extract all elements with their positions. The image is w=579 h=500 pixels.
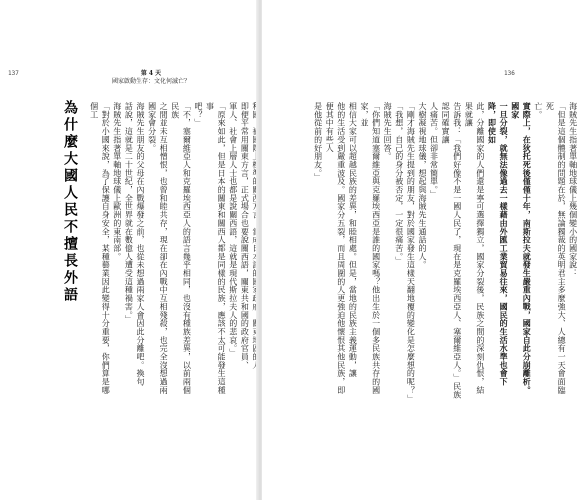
text-line: 人痛苦。但卻非常簡單。」 (429, 102, 439, 199)
chapter-title: 國家啟動生存：文化何滅亡？ (111, 78, 190, 85)
text-line: 「你們知道塞爾維亞與克羅埃西亞是誰的國家嗎？他出生於一個多民族共存的國家，並 (359, 102, 381, 395)
text-line: 「剛才海賊先生提到的朋友，對於國家發生這樣天翻地覆的變化是怎麼想的呢？」 (406, 102, 416, 403)
text-line: 話說，這就是二十世紀，全世界就在數億人遭受這種禍害。」 (124, 102, 134, 324)
chapter-label: 第 4 天 (140, 70, 162, 77)
text-line: 「但是這個體制的問題在於，無論獨裁的英明君主多麼強大、人總有一天會面臨死 (545, 102, 567, 395)
text-line: 軍人、社會上層人士也都是說關西語，這就是現代斯拉夫人的悲哀。」 (228, 102, 238, 357)
text-line: 大樹凝視地球儀，想起與海賊先生通話的人。 (417, 102, 427, 269)
text-line: 「對於小國來說，為了保護自身安全，某種藝業因此變得十分重要，你們算是哪個工 (89, 102, 111, 395)
text-line: 「我想，自己的身分被否定，一定很痛苦。」 (394, 102, 404, 265)
text-line: 之間並未互相憎恨，也曾和睦共存，現在卻在內戰中互相殘殺，也完全沒想過兩國家會分裂。 (147, 102, 169, 395)
right-page (262, 0, 578, 500)
left-page (0, 0, 258, 500)
text-line: 是他從前的好朋友。」 (313, 102, 323, 182)
text-line: 告訴我：「我們好像不是一國人民了，現在是克羅埃西亞人、塞爾維亞人。」民族認同確實讓 (441, 102, 462, 399)
section-heading: 為什麼大國人民不擅長外語 (62, 100, 78, 304)
text-line: 即便平常用關東方言，正式場合也要說關西語，關東共和國的政府官員、 (240, 102, 250, 370)
body-text (312, 102, 579, 402)
text-line: 海賊先生朋友的父母在內戰爆發之前，也從未想過兩家人會因此分離吧。換句 (135, 102, 145, 386)
text-line: 亡。 (533, 102, 543, 119)
text-line: 海賊先生指著單軸地球儀上歐洲的東南部。 (112, 102, 122, 261)
text-line: 海賊先生指著單軸地球儀上幾個變小的國家說： (568, 102, 578, 278)
text-line: 此，分離國家的人們還是寧可選擇獨立，國家分裂後，民族之間的深刻仇恨，結果就讓 (464, 102, 485, 395)
text-line: 實際上，在狄托死後僅僅十年，南斯拉夫就發生嚴重內戰，國家自此分崩離析。國家 (510, 102, 533, 395)
text-line: 「不，塞爾維亞人和克羅埃西亞人的語言幾乎相同，也沒有種族差異，以前兩個民族 (170, 102, 192, 395)
text-line: 「原來如此，但是日本的關東和關西人都是同樣的民族，應該不太可能發生這種事 (205, 102, 227, 395)
text-line: 一旦分裂，就無法像過去一樣藉由外匯工業貿易往來，國民的生活水準也會下降，即使如 (487, 102, 510, 386)
page-number: 136 (504, 70, 515, 77)
text-line: 吧？」 (193, 102, 203, 128)
page-number: 137 (8, 70, 19, 77)
text-line: 海賊先生回答。 (383, 102, 393, 161)
running-head (96, 70, 206, 86)
text-line: 他的生活受到嚴重波及。國家分五裂，而且周圍的人更強迫他懷恨其他民族，即便其中有些人 (325, 102, 346, 395)
text-line: 相信大家可以超越民族的差異，和睦相處。但是，當地的民族主義運動，讓 (348, 102, 358, 378)
